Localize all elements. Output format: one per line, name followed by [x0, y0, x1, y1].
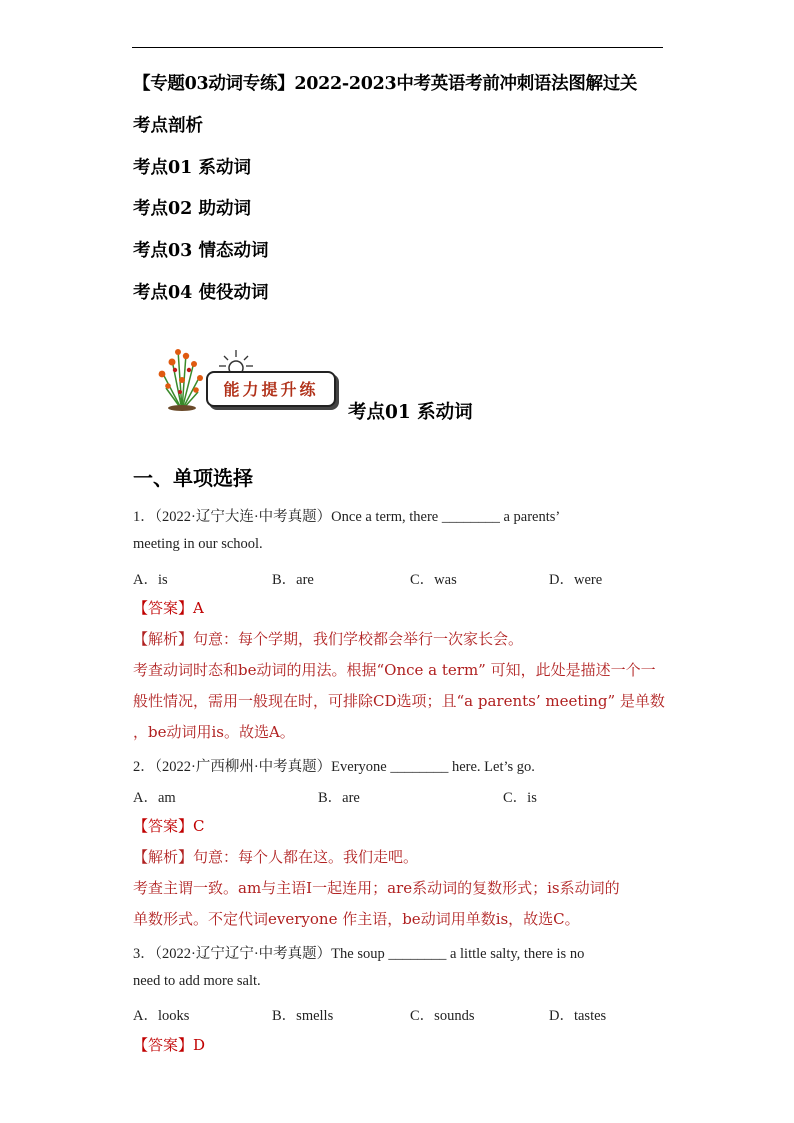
- answer-value: D: [193, 1036, 206, 1054]
- document-title: 【专题03动词专练】2022-2023中考英语考前冲刺语法图解过关: [133, 74, 638, 94]
- banner-label-box: [206, 371, 336, 407]
- outline-item: 考点03 情态动词: [133, 241, 269, 261]
- analysis-row: [133, 628, 523, 649]
- analysis-line: ，be动词用is。故选A。: [133, 723, 295, 741]
- analysis-line: 考查动词时态和be动词的用法。根据“Once a term” 可知，此处是描述一个一: [133, 661, 656, 679]
- answer-row: [133, 815, 205, 836]
- option-a: A．is: [133, 572, 168, 588]
- question-2-text: 2．（2022·广西柳州·中考真题）Everyone ________ here. Let’s go.: [133, 759, 535, 775]
- answer-label: 【答案】: [133, 1036, 194, 1054]
- answer-label: 【答案】: [133, 817, 194, 835]
- option-c: C．sounds: [410, 1008, 475, 1024]
- header-rule: [132, 47, 663, 48]
- option-b: B．smells: [272, 1008, 334, 1024]
- analysis-meaning: 句意：每个人都在这。我们走吧。: [193, 848, 419, 866]
- option-c: C．was: [410, 572, 457, 588]
- outline-heading: 考点剖析: [133, 116, 203, 136]
- analysis-label: 【解析】: [133, 848, 194, 866]
- answer-value: A: [193, 599, 204, 617]
- answer-row: [133, 1034, 205, 1055]
- section-banner: [142, 340, 342, 412]
- analysis-meaning: 句意：每个学期，我们学校都会举行一次家长会。: [193, 630, 524, 648]
- question-3-text: 3．（2022·辽宁辽宁·中考真题）The soup ________ a little salty, there is no: [133, 946, 585, 962]
- section-title: 考点01 系动词: [348, 402, 473, 423]
- option-a: A．looks: [133, 1008, 190, 1024]
- option-a: A．am: [133, 790, 176, 806]
- option-d: D．tastes: [549, 1008, 607, 1024]
- analysis-line: 单数形式。不定代词everyone 作主语，be动词用单数is，故选C。: [133, 910, 580, 928]
- outline-item: 考点01 系动词: [133, 158, 251, 178]
- analysis-label: 【解析】: [133, 630, 194, 648]
- answer-row: [133, 597, 204, 618]
- answer-value: C: [193, 817, 205, 835]
- part-heading: 一、单项选择: [133, 466, 253, 490]
- question-1-text: 1．（2022·辽宁大连·中考真题）Once a term, there ________ a parents’: [133, 509, 561, 525]
- option-b: B．are: [272, 572, 314, 588]
- analysis-line: 考查主谓一致。am与主语I一起连用；are系动词的复数形式；is系动词的: [133, 879, 620, 897]
- analysis-line: 般性情况，需用一般现在时，可排除CD选项；且“a parents’ meeting” 是单数: [133, 692, 665, 710]
- analysis-row: [133, 846, 418, 867]
- option-c: C．is: [503, 790, 537, 806]
- question-3-text-cont: need to add more salt.: [133, 973, 261, 989]
- answer-label: 【答案】: [133, 599, 194, 617]
- question-1-text-cont: meeting in our school.: [133, 536, 263, 552]
- banner-label: 能力提升练: [223, 380, 319, 399]
- outline-item: 考点04 使役动词: [133, 283, 269, 303]
- option-d: D．were: [549, 572, 603, 588]
- outline-item: 考点02 助动词: [133, 199, 251, 219]
- option-b: B．are: [318, 790, 360, 806]
